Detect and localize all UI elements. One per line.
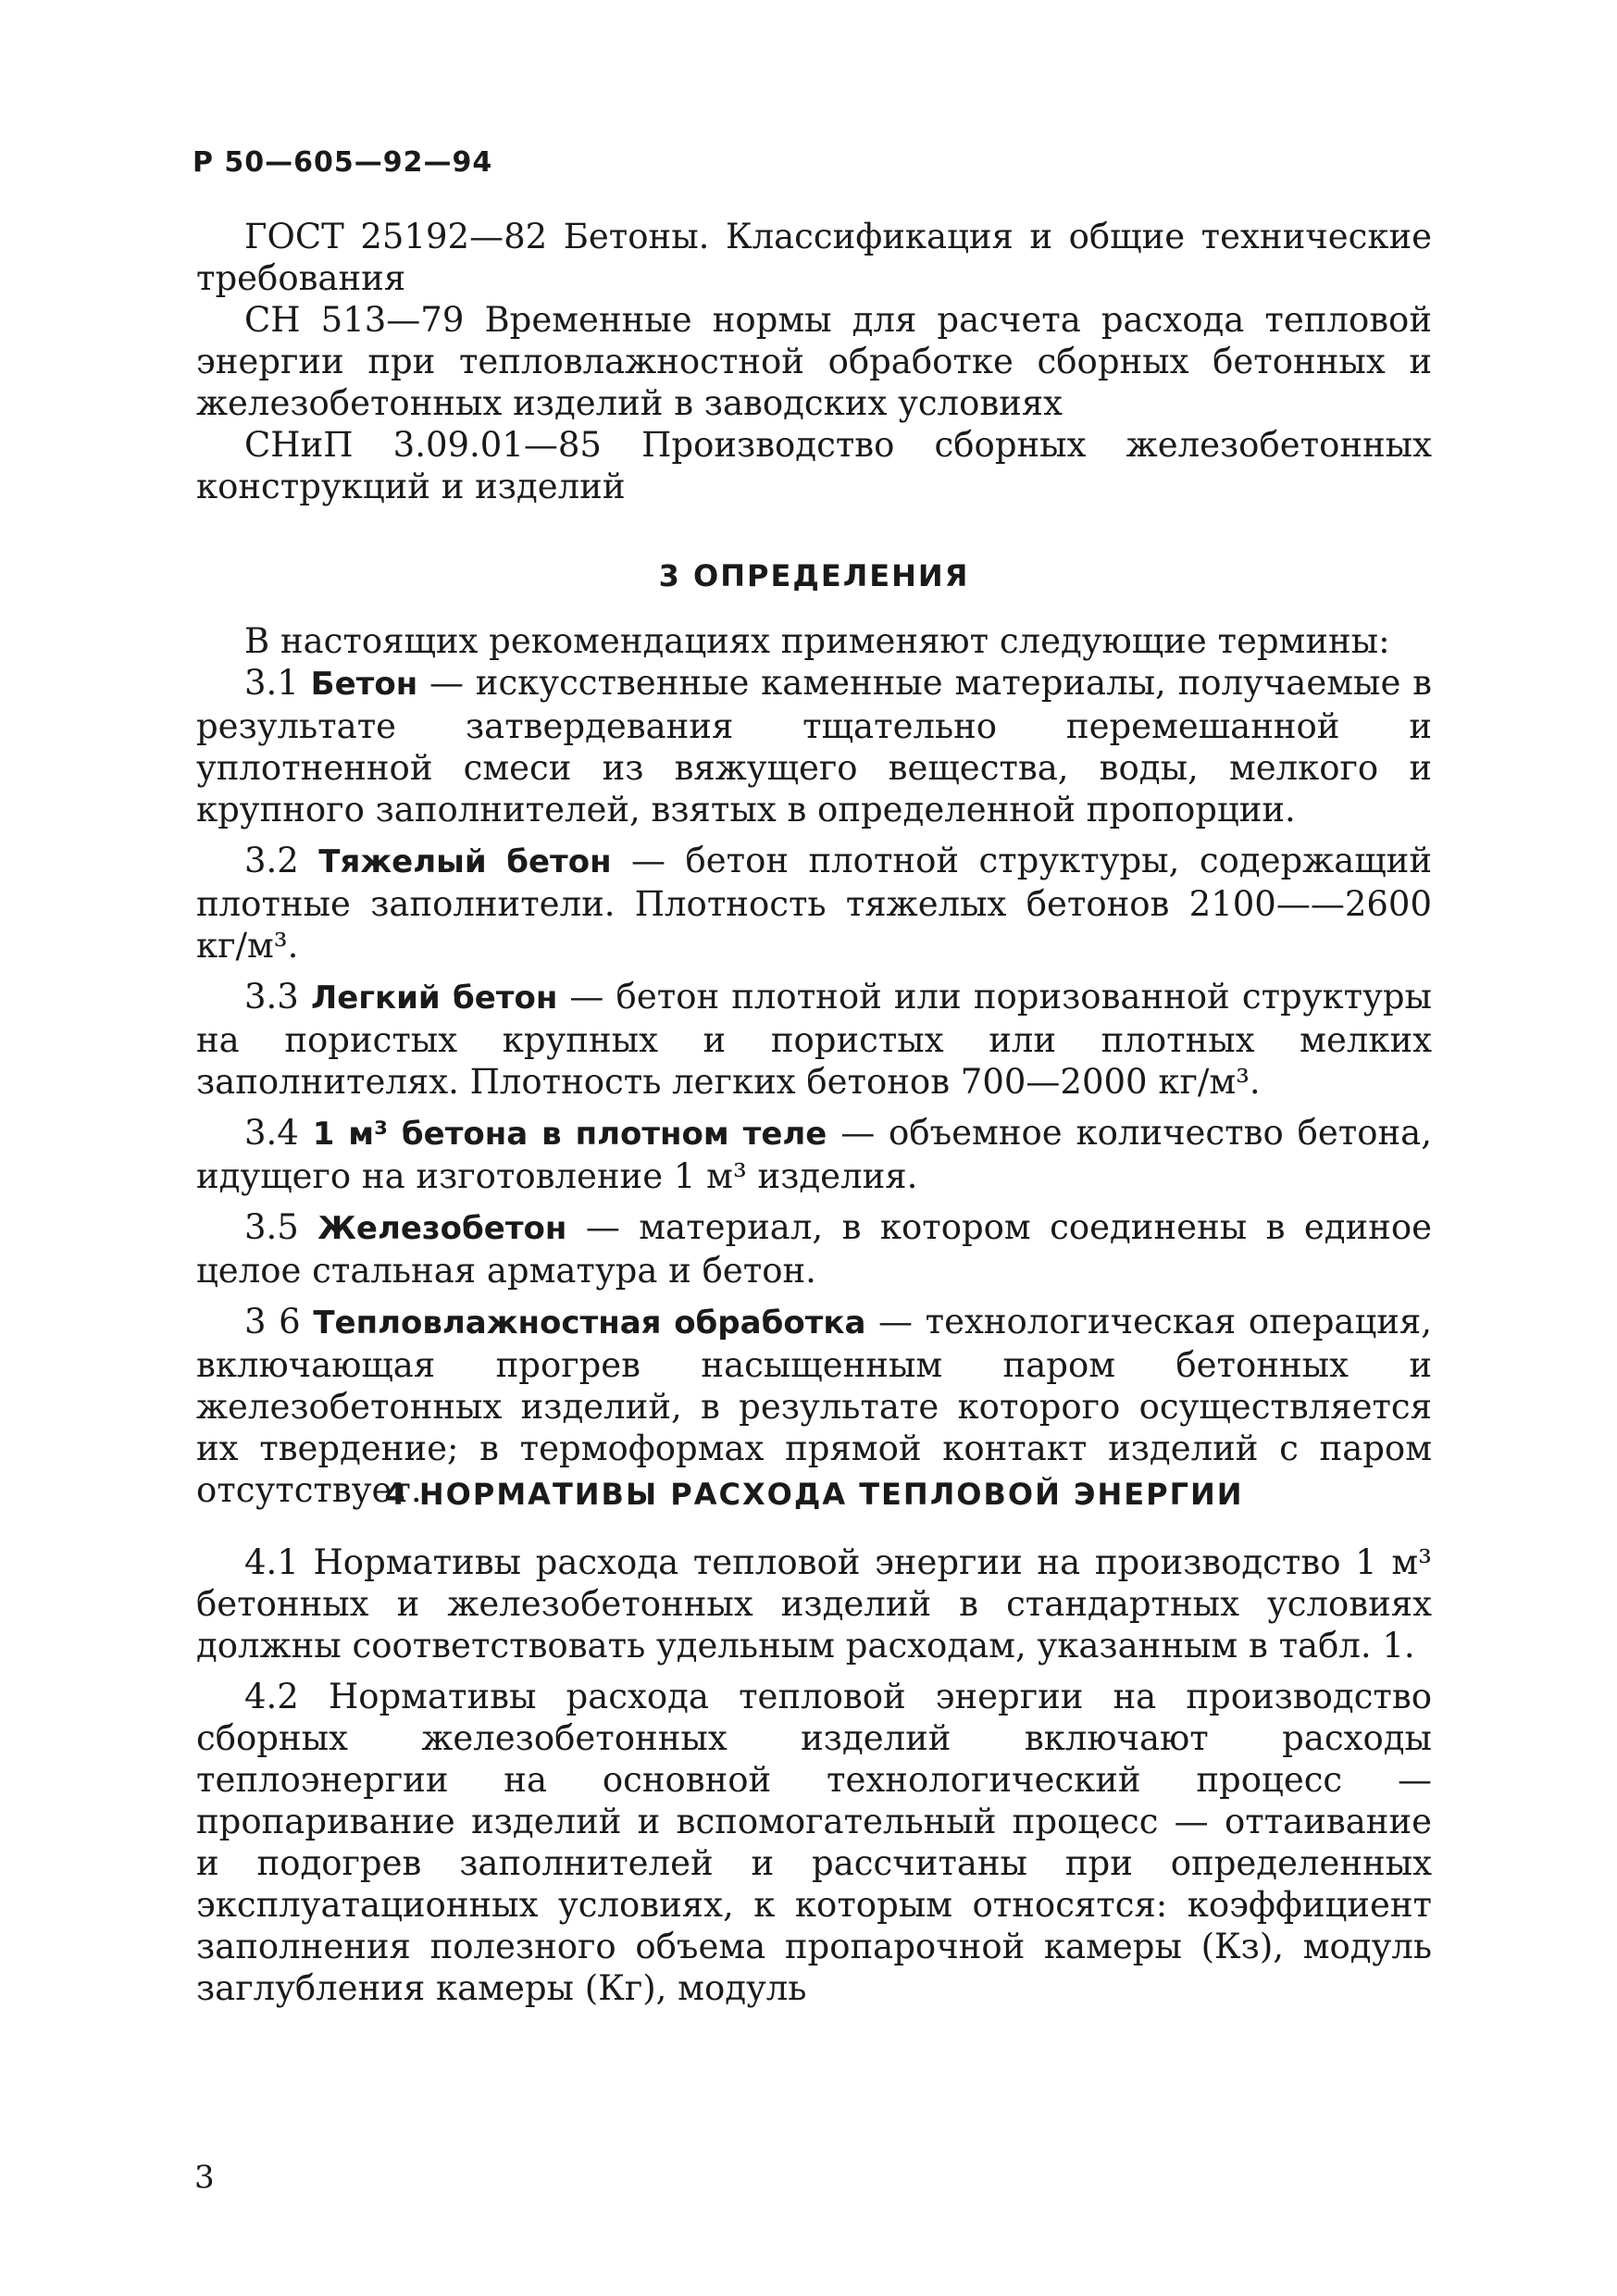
definition-number: 3.5 — [244, 1207, 299, 1247]
reference-gost: ГОСТ 25192—82 Бетоны. Классификация и общие технические требования — [196, 217, 1432, 298]
page-number: 3 — [194, 2159, 215, 2196]
definition-text: — материал, в котором соединены в единое целое стальная арматура и бетон. — [196, 1207, 1432, 1291]
section-4-heading: 4 НОРМАТИВЫ РАСХОДА ТЕПЛОВОЙ ЭНЕРГИИ — [384, 1477, 1244, 1512]
section-4-heading-wrap — [196, 1477, 1432, 1512]
definition-text: — бетон плотной структуры, содержащий плотные заполнители. Плотность тяжелых бетонов 2100——2600 кг/м³. — [196, 841, 1432, 966]
definition-term: Железобетон — [317, 1210, 567, 1247]
definition-item — [196, 662, 1432, 830]
definition-number: 3.2 — [244, 841, 299, 880]
definition-item — [196, 1112, 1432, 1197]
section-3-heading-wrap — [196, 558, 1432, 593]
definition-text: — искусственные каменные материалы, получаемые в результате затвердевания тщательно перемешанной и уплотненной смеси из вяжущего вещества, воды, мелкого и крупного заполнителей, взятых в определенной пропорции. — [196, 663, 1433, 830]
definition-item — [196, 840, 1432, 967]
definition-number: 3.4 — [244, 1113, 299, 1153]
definition-text: — объемное количество бетона, идущего на изготовление 1 м³ изделия. — [196, 1113, 1432, 1196]
definition-number: 3.3 — [244, 977, 299, 1017]
definition-term: Тепловлажностная обработка — [313, 1304, 866, 1341]
definition-item — [196, 1206, 1432, 1292]
definition-number: 3.1 — [244, 663, 299, 703]
definition-text: — бетон плотной или поризованной структуры на пористых крупных и пористых или плотных мелких заполнителях. Плотность легких бетонов 700—2000 кг/м³. — [196, 977, 1432, 1102]
definition-number: 3 6 — [244, 1302, 301, 1341]
definitions-intro: В настоящих рекомендациях применяют следующие термины: — [244, 621, 1390, 661]
definition-item — [196, 976, 1432, 1103]
definition-term: Бетон — [310, 666, 418, 703]
definitions-block — [196, 620, 1432, 1511]
references-block — [196, 216, 1432, 507]
reference-sn: СН 513—79 Временные нормы для расчета расхода тепловой энергии при тепловлажностной обработке сборных бетонных и железобетонных изделий в заводских условиях — [196, 300, 1432, 423]
definition-term: Тяжелый бетон — [318, 843, 612, 880]
document-code: Р 50—605—92—94 — [193, 146, 493, 179]
section-3-heading: 3 ОПРЕДЕЛЕНИЯ — [658, 558, 970, 593]
definition-term: 1 м³ бетона в плотном теле — [312, 1116, 827, 1153]
definition-term: Легкий бетон — [310, 980, 558, 1017]
norms-paragraph-4-2: 4.2 Нормативы расхода тепловой энергии на производство сборных железобетонных изделий включают расходы теплоэнергии на основной технологический процесс — пропаривание изделий и вспомогательный процесс — оттаивание и подогрев заполнителей и рассчитаны при определенных эксплуатационных условиях, к которым относятся: коэффициент заполнения полезного объема пропарочной камеры (Кз), модуль заглубления камеры (Кг), модуль — [196, 1677, 1432, 2008]
definition-text: — технологическая операция, включающая прогрев насыщенным паром бетонных и железобетонных изделий, в результате которого осуществляется их твердение; в термоформах прямой контакт изделий с паром отсутствует. — [196, 1302, 1432, 1510]
norms-paragraph-4-1: 4.1 Нормативы расхода тепловой энергии на производство 1 м³ бетонных и железобетонных изделий в стандартных условиях должны соответствовать удельным расходам, указанным в табл. 1. — [196, 1542, 1432, 1666]
norms-block — [196, 1541, 1432, 2009]
reference-snip: СНиП 3.09.01—85 Производство сборных железобетонных конструкций и изделий — [196, 425, 1432, 506]
